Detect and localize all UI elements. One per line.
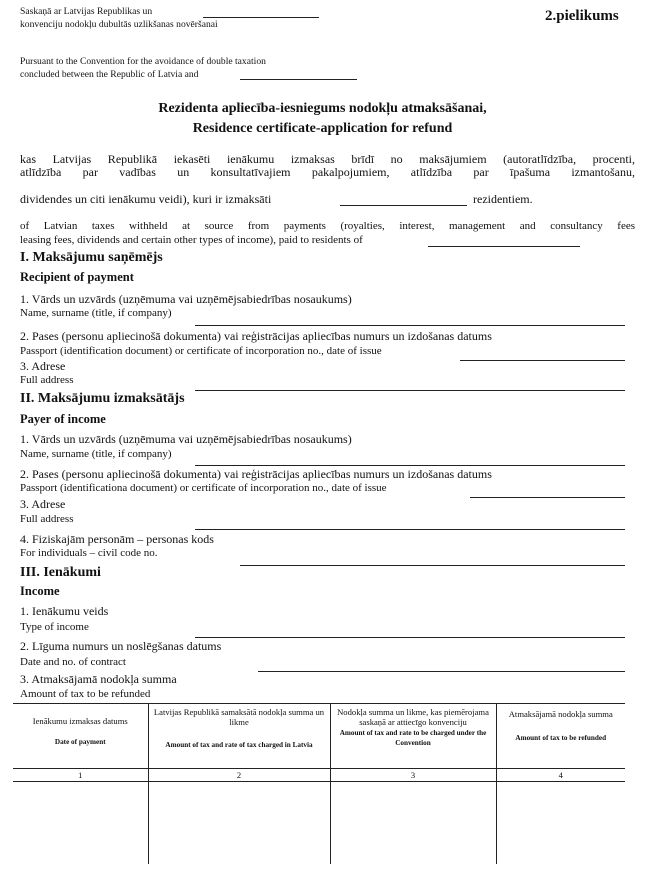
col2-header-en: Amount of tax and rate of tax charged in Latvia [165, 741, 313, 749]
s2-passport-input[interactable] [470, 497, 625, 498]
convention-country-blank-lv[interactable] [203, 17, 319, 18]
s2-field4-label-lv: 4. Fiziskajām personām – personas kods [20, 532, 214, 546]
col4-header-lv: Atmaksājamā nodokļa summa [508, 709, 613, 719]
resident-country-blank-en[interactable] [428, 246, 580, 247]
intro-lv-line3-end: rezidentiem. [473, 192, 533, 206]
s1-field1-label-en: Name, surname (title, if company) [20, 307, 172, 319]
annex-label: 2.pielikums [545, 8, 619, 24]
s1-name-input[interactable] [195, 325, 625, 326]
tax-to-refund-cell[interactable] [496, 782, 625, 865]
s2-field4-label-en: For individuals – civil code no. [20, 547, 158, 559]
col3-header-lv: Nodokļa summa un likme, kas piemērojama saskaņā ar attiecīgo konvenciju [337, 707, 489, 727]
s3-field1-label-en: Type of income [20, 621, 89, 633]
refund-table-header [13, 704, 625, 769]
s2-address-input[interactable] [195, 529, 625, 530]
resident-country-blank-lv[interactable] [340, 205, 467, 206]
col2-number: 2 [148, 769, 330, 782]
intro-en-line1: of Latvian taxes withheld at source from payments (royalties, interest, management and consultancy fees [20, 220, 635, 232]
section3-subheading: Income [20, 584, 60, 598]
intro-en-line2: leasing fees, dividends and certain other types of income), paid to residents of [20, 234, 363, 246]
tax-under-convention-cell[interactable] [330, 782, 496, 865]
section2-subheading: Payer of income [20, 412, 106, 426]
col3-number: 3 [330, 769, 496, 782]
s2-field1-label-lv: 1. Vārds un uzvārds (uzņēmuma vai uzņēmējsabiedrības nosaukums) [20, 432, 352, 446]
section3-heading: III. Ienākumi [20, 565, 101, 580]
s2-field3-label-en: Full address [20, 513, 74, 525]
col2-header-lv: Latvijas Republikā samaksātā nodokļa summa un likme [153, 707, 325, 727]
s1-field1-label-lv: 1. Vārds un uzvārds (uzņēmuma vai uzņēmējsabiedrības nosaukums) [20, 292, 352, 306]
s2-field1-label-en: Name, surname (title, if company) [20, 448, 172, 460]
s3-field3-label-en: Amount of tax to be refunded [20, 688, 151, 700]
convention-lv-line1: Saskaņā ar Latvijas Republikas un [20, 6, 153, 17]
col3-header-en: Amount of tax and rate to be charged under the Convention [339, 729, 487, 747]
section1-subheading: Recipient of payment [20, 270, 134, 284]
col4-header [496, 704, 625, 769]
s1-field3-label-en: Full address [20, 374, 74, 386]
s1-passport-input[interactable] [460, 360, 625, 361]
intro-paragraph-en [20, 220, 635, 233]
intro-lv-line2: atlīdzība par vadības un konsultatīvajiem pakalpojumiem, atlīdzība par īpašuma izmantošanu, [20, 165, 635, 180]
col4-header-en: Amount of tax to be refunded [515, 733, 607, 742]
col4-number: 4 [496, 769, 625, 782]
convention-country-blank-en[interactable] [240, 79, 357, 80]
convention-en-line2: concluded between the Republic of Latvia and [20, 69, 199, 80]
s1-field2-label-lv: 2. Pases (personu apliecinošā dokumenta) vai reģistrācijas apliecības numurs un izdošanas datums [20, 329, 492, 343]
intro-lv-line1: kas Latvijas Republikā iekasēti ienākumu izmaksas brīdī no maksājumiem (autoratlīdzība, procenti, [20, 152, 635, 166]
col3-header [330, 704, 496, 769]
date-of-payment-cell[interactable] [13, 782, 148, 865]
col1-header-en: Date of payment [54, 737, 106, 746]
refund-table-entry-row [13, 782, 625, 865]
convention-lv-line2: konvenciju nodokļu dubultās uzlikšanas novēršanai [20, 19, 218, 30]
col2-header [148, 704, 330, 769]
section2-heading: II. Maksājumu izmaksātājs [20, 391, 185, 406]
s3-contract-input[interactable] [258, 671, 625, 672]
s2-field3-label-lv: 3. Adrese [20, 497, 66, 511]
s2-field2-label-lv: 2. Pases (personu apliecinošā dokumenta) vai reģistrācijas apliecības numurs un izdošanas datums [20, 467, 492, 481]
refund-table-number-row [13, 769, 625, 782]
intro-lv-line3: dividendes un citi ienākumu veidi), kuri ir izmaksāti [20, 192, 272, 206]
s1-field3-label-lv: 3. Adrese [20, 359, 66, 373]
col1-header-lv: Ienākumu izmaksas datums [32, 716, 128, 726]
col1-number: 1 [13, 769, 148, 782]
section1-heading: I. Maksājumu saņēmējs [20, 250, 163, 265]
s2-civil-code-input[interactable] [240, 565, 625, 566]
col1-header [13, 704, 148, 769]
s3-field2-label-lv: 2. Līguma numurs un noslēgšanas datums [20, 639, 222, 653]
intro-paragraph-lv [20, 153, 635, 179]
document-title-en: Residence certificate-application for refund [192, 121, 453, 136]
s2-name-input[interactable] [195, 465, 625, 466]
convention-en-line1: Pursuant to the Convention for the avoidance of double taxation [20, 56, 266, 67]
s3-income-type-input[interactable] [195, 637, 625, 638]
s3-field3-label-lv: 3. Atmaksājamā nodokļa summa [20, 672, 177, 686]
s3-field1-label-lv: 1. Ienākumu veids [20, 604, 109, 618]
s2-field2-label-en: Passport (identificationa document) or certificate of incorporation no., date of issue [20, 482, 387, 494]
s1-address-input[interactable] [195, 390, 625, 391]
s1-field2-label-en: Passport (identification document) or certificate of incorporation no., date of issue [20, 345, 382, 357]
s3-field2-label-en: Date and no. of contract [20, 656, 126, 668]
refund-table [13, 704, 625, 864]
document-title-lv: Rezidenta apliecība-iesniegums nodokļu atmaksāšanai, [158, 101, 487, 116]
tax-charged-latvia-cell[interactable] [148, 782, 330, 865]
